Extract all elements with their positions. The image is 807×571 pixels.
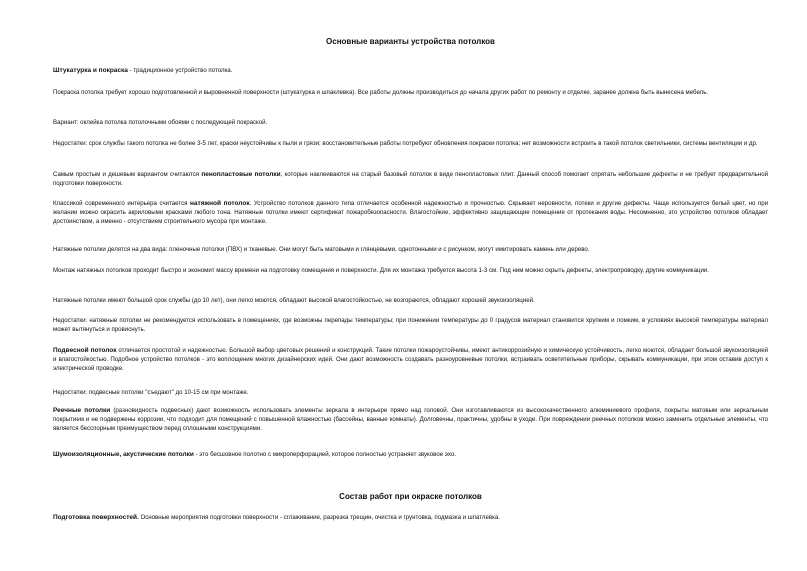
paragraph-text: . Устройство потолков данного типа отличается особенной надежностью и прочностью. Скрывает неровности, потеки и другие дефекты. Чаще используется белый цвет, но при желании можно окрасить акриловыми красками любого тона. Натяжные потолки имеют сертификат пожаробезопасности. Влагостойкие, эффективно защищающие помещение от протекания воды. Несомненно, это устройство потолков обладает достоинством, а именно - отсутствием строительного мусора при монтаже.: [53, 200, 768, 225]
paragraph-acoustic-ceilings: [53, 450, 768, 459]
paragraph-lead: Подвесной потолок: [53, 347, 117, 354]
paragraph-lead: Штукатурка и покраска: [53, 67, 128, 74]
paragraph-text-pre: Классикой современного интерьера считается: [53, 200, 190, 207]
paragraph-text: отличается простотой и надежностью. Большой выбор цветовых решений и конструкций. Такие потолки пожароустойчивы, имеют антикоррозийную и химическую устойчивость, легко моются, обладает большой звукоизоляцией и влагостойкостью. Подобное устройство потолков - это воплощение многих дизайнерских идей. Они дают возможность создавать разноуровневые потолки, встраивать осветительные приборы, скрывать коммуникации, при этом оставив доступ к электрической проводке.: [53, 347, 768, 372]
paragraph-text: Натяжные потолки имеют большой срок службы (до 10 лет), они легко моются, обладают высокой влагостойкостью, не возгораются, обладают хорошей звукоизоляцией.: [53, 297, 535, 304]
paragraph-text: Недостатки: натяжные потолки не рекомендуется использовать в помещениях, где возможны перепады температуры; при понижении температуры до 0 градусов материал становится хрупким и ломким, в условиях высокой температуры материал может вытянуться и провиснуть.: [53, 317, 768, 333]
paragraph-text: Натяжные потолки делятся на два вида: пленочные потолки (ПВХ) и тканевые. Они могут быть матовыми и глянцевыми, однотонными и с рисунком, могут имитировать камень или дерево.: [53, 246, 590, 253]
paragraph-paint-prep: [53, 88, 768, 97]
paragraph-text: (разновидность подвесных) дают возможность использовать элементы зеркала в интерьере прямо над головой. Они изготавливаются из высококачественного алюминиевого профиля, покрыты матовым или зеркальным покрытием и не подвержены коррозии, что подходит для помещений с повышенной влажностью (бассейны, ванные комнаты). Долговечны, практичны, удобны в уходе. При повреждении реечных потолков можно заменить отдельные элементы, что является бесспорным преимуществом перед сплошными конструкциями.: [53, 407, 768, 432]
paragraph-text: Покраска потолка требует хорошо подготовленной и выровненной поверхности (штукатурка и шпаклевка). Все работы должны производиться до начала других работ по ремонту и отделке, заранее должна быть вынесена мебель.: [53, 89, 709, 96]
paragraph-paint-drawbacks: [53, 139, 768, 148]
paragraph-suspended-ceiling: [53, 346, 768, 373]
paragraph-bold: натяжной потолок: [189, 200, 250, 207]
paragraph-text: - это бесшовное полотно с микроперфорацией, которое полностью устраняет звуковое эхо.: [193, 451, 456, 458]
section-title-painting-works: Состав работ при окраске потолков: [339, 492, 482, 501]
paragraph-stretch-ceiling: [53, 199, 768, 226]
paragraph-wallpaper-variant: [53, 118, 768, 127]
paragraph-plaster-paint: [53, 66, 768, 75]
paragraph-suspended-drawbacks: [53, 388, 768, 397]
paragraph-text: Недостатки: срок службы такого потолка не более 3-5 лет, краски неустойчивы к пыли и грязи; восстановительные работы потребуют обновления покраски потолка; нет возможности встроить в такой потолок светильники, системы вентиляции и др.: [53, 140, 758, 147]
paragraph-text: - традиционное устройство потолка.: [127, 67, 233, 74]
section-title-ceiling-variants: Основные варианты устройства потолков: [326, 37, 495, 46]
paragraph-lead: Подготовка поверхностей.: [53, 514, 139, 521]
paragraph-stretch-types: [53, 245, 768, 254]
paragraph-text: Основные мероприятия подготовки поверхности - сглаживание, разрезка трещин, очистка и грунтовка, подмазка и шпатлевка.: [138, 514, 500, 521]
paragraph-stretch-install: [53, 266, 768, 275]
paragraph-lead: Шумоизоляционные, акустические потолки: [53, 451, 194, 458]
paragraph-surface-prep: [53, 513, 768, 522]
paragraph-bold: пенопластовые потолки: [201, 171, 281, 178]
paragraph-foam-ceilings: [53, 170, 768, 188]
paragraph-text: Недостатки: подвесные потолки "съедают" до 10-15 см при монтаже.: [53, 389, 249, 396]
paragraph-stretch-drawbacks: [53, 316, 768, 334]
paragraph-lead: Реечные потолки: [53, 407, 111, 414]
paragraph-stretch-lifetime: [53, 296, 768, 305]
paragraph-text: Монтаж натяжных потолков проходит быстро и экономит массу времени на подготовку помещения и поверхности. Для их монтажа требуется высота 1-3 см. Под ним можно скрыть дефекты, электропроводку, другие коммуникации.: [53, 267, 709, 274]
paragraph-text-pre: Самым простым и дешевым вариантом считаются: [53, 171, 202, 178]
paragraph-text: Вариант: оклейка потолка потолочными обоями с последующей покраской.: [53, 119, 268, 126]
paragraph-rack-ceilings: [53, 406, 768, 433]
document-page: [53, 0, 768, 571]
paragraph-text: , которые наклеиваются на старый базовый потолок в виде пенопластовых плит. Данный способ помогает спрятать небольшие дефекты и не требует предварительной подготовки поверхности.: [53, 171, 768, 187]
